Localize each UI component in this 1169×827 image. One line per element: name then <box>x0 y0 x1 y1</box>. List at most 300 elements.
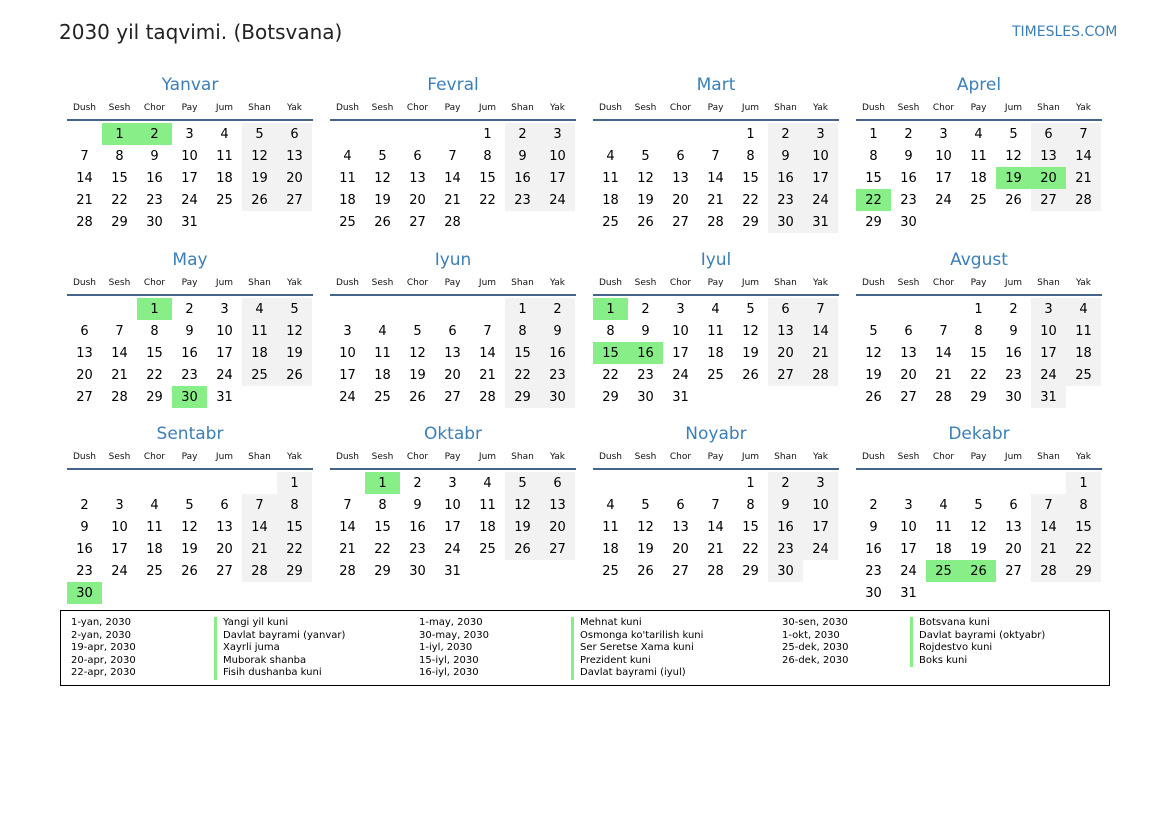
calendar-day: 13 <box>76 345 93 361</box>
calendar-day: 9 <box>80 519 89 535</box>
calendar-day: 3 <box>115 497 124 513</box>
weekday-label: Dush <box>598 103 623 113</box>
legend-holiday-name: Botsvana kuni <box>910 617 1045 630</box>
calendar-day: 29 <box>1066 560 1101 582</box>
weekday-label: Shan <box>511 452 534 462</box>
weekday-label: Jum <box>741 452 760 462</box>
calendar-day: 17 <box>672 345 689 361</box>
weekday-label: Chor <box>669 452 692 462</box>
empty-cell <box>330 472 365 494</box>
calendar-day: 30 <box>1005 389 1022 405</box>
calendar-day: 31 <box>900 585 917 601</box>
calendar-day: 3 <box>803 123 838 145</box>
calendar-day: 3 <box>1031 298 1066 320</box>
calendar-day: 5 <box>974 497 983 513</box>
calendar-day: 3 <box>343 323 352 339</box>
calendar-day: 23 <box>1005 367 1022 383</box>
weekday-label: Pay <box>970 103 987 113</box>
month-dekabr <box>856 422 1102 604</box>
calendar-day: 2 <box>869 497 878 513</box>
calendar-day: 14 <box>707 170 724 186</box>
month-name: Iyun <box>434 250 472 270</box>
weekday-header <box>67 272 313 296</box>
calendar-day: 22 <box>742 541 759 557</box>
weekday-label: Shan <box>1037 103 1060 113</box>
weekday-label: Shan <box>774 452 797 462</box>
calendar-day: 12 <box>505 494 540 516</box>
calendar-day: 6 <box>448 323 457 339</box>
weekday-header <box>330 272 576 296</box>
calendar-day: 12 <box>181 519 198 535</box>
calendar-day: 28 <box>76 214 93 230</box>
calendar-day: 16 <box>900 170 917 186</box>
calendar-day: 10 <box>444 497 461 513</box>
calendar-day: 26 <box>374 214 391 230</box>
calendar-day: 14 <box>242 516 277 538</box>
calendar-day: 21 <box>707 541 724 557</box>
calendar-day: 9 <box>505 145 540 167</box>
weekday-label: Chor <box>406 103 429 113</box>
calendar-day: 27 <box>409 214 426 230</box>
calendar-day: 4 <box>483 475 492 491</box>
calendar-day: 9 <box>768 145 803 167</box>
calendar-day: 26 <box>505 538 540 560</box>
empty-cell <box>330 123 365 145</box>
day-grid <box>856 472 1102 604</box>
calendar-day: 27 <box>444 389 461 405</box>
calendar-day: 24 <box>935 192 952 208</box>
weekday-label: Sesh <box>108 278 131 288</box>
weekday-label: Dush <box>72 278 97 288</box>
calendar-day: 20 <box>277 167 312 189</box>
weekday-label: Sesh <box>897 103 920 113</box>
empty-cell <box>137 472 172 494</box>
calendar-day: 26 <box>742 367 759 383</box>
legend-dates-column <box>782 617 848 667</box>
calendar-day: 17 <box>803 167 838 189</box>
calendar-day: 6 <box>80 323 89 339</box>
legend-names-column <box>571 617 703 680</box>
calendar-day: 2 <box>185 301 194 317</box>
calendar-day: 18 <box>970 170 987 186</box>
calendar-day: 31 <box>216 389 233 405</box>
calendar-day: 2 <box>904 126 913 142</box>
weekday-header <box>856 446 1102 470</box>
weekday-label: Pay <box>181 278 198 288</box>
calendar-day: 13 <box>216 519 233 535</box>
weekday-label: Jum <box>215 103 234 113</box>
empty-cell <box>67 298 102 320</box>
calendar-day: 17 <box>540 167 575 189</box>
month-avgust <box>856 248 1102 408</box>
calendar-day: 19 <box>637 192 654 208</box>
legend-date: 30-may, 2030 <box>419 629 489 641</box>
weekday-label: Yak <box>1076 278 1091 288</box>
calendar-day: 15 <box>970 345 987 361</box>
weekday-label: Sesh <box>634 452 657 462</box>
calendar-day: 20 <box>900 367 917 383</box>
empty-cell <box>663 123 698 145</box>
calendar-day: 8 <box>869 148 878 164</box>
calendar-day: 24 <box>181 192 198 208</box>
calendar-day: 31 <box>1031 386 1066 408</box>
weekday-label: Dush <box>861 452 886 462</box>
calendar-day: 20 <box>540 516 575 538</box>
calendar-day: 23 <box>181 367 198 383</box>
calendar-day: 5 <box>242 123 277 145</box>
calendar-day: 14 <box>479 345 496 361</box>
calendar-day: 17 <box>339 367 356 383</box>
holiday-day: 1 <box>102 123 137 145</box>
month-sentabr <box>67 422 313 604</box>
calendar-day: 16 <box>146 170 163 186</box>
calendar-day: 15 <box>742 170 759 186</box>
calendar-day: 1 <box>869 126 878 142</box>
calendar-day: 9 <box>1009 323 1018 339</box>
weekday-label: Jum <box>1004 278 1023 288</box>
calendar-day: 25 <box>146 563 163 579</box>
weekday-label: Sesh <box>634 278 657 288</box>
calendar-day: 29 <box>146 389 163 405</box>
month-oktabr <box>330 422 576 582</box>
weekday-label: Jum <box>741 278 760 288</box>
calendar-day: 8 <box>277 494 312 516</box>
calendar-day: 23 <box>540 364 575 386</box>
calendar-day: 12 <box>374 170 391 186</box>
weekday-label: Yak <box>813 103 828 113</box>
calendar-day: 22 <box>374 541 391 557</box>
legend-holiday-name: Davlat bayrami (yanvar) <box>214 630 345 643</box>
calendar-day: 17 <box>444 519 461 535</box>
calendar-day: 2 <box>1009 301 1018 317</box>
calendar-day: 15 <box>111 170 128 186</box>
weekday-label: Sesh <box>634 103 657 113</box>
calendar-day: 3 <box>904 497 913 513</box>
calendar-day: 13 <box>672 170 689 186</box>
weekday-label: Jum <box>478 278 497 288</box>
empty-cell <box>172 472 207 494</box>
calendar-day: 18 <box>1066 342 1101 364</box>
calendar-day: 22 <box>742 192 759 208</box>
calendar-day: 12 <box>277 320 312 342</box>
month-fevral <box>330 73 576 233</box>
empty-cell <box>67 123 102 145</box>
calendar-day: 19 <box>242 167 277 189</box>
weekday-label: Jum <box>741 103 760 113</box>
calendar-day: 28 <box>242 560 277 582</box>
legend-date: 1-yan, 2030 <box>71 617 131 628</box>
calendar-day: 25 <box>602 214 619 230</box>
calendar-day: 10 <box>339 345 356 361</box>
day-grid <box>593 123 839 233</box>
weekday-header <box>856 97 1102 121</box>
calendar-day: 20 <box>1005 541 1022 557</box>
calendar-day: 18 <box>374 367 391 383</box>
calendar-day: 9 <box>540 320 575 342</box>
calendar-day: 18 <box>216 170 233 186</box>
weekday-label: Dush <box>72 452 97 462</box>
calendar-day: 13 <box>540 494 575 516</box>
calendar-day: 24 <box>803 538 838 560</box>
calendar-day: 5 <box>413 323 422 339</box>
weekday-header <box>856 272 1102 296</box>
calendar-day: 21 <box>76 192 93 208</box>
weekday-header <box>593 97 839 121</box>
weekday-label: Dush <box>335 278 360 288</box>
calendar-day: 26 <box>865 389 882 405</box>
calendar-day: 7 <box>115 323 124 339</box>
calendar-day: 7 <box>803 298 838 320</box>
day-grid <box>856 298 1102 408</box>
holiday-day: 1 <box>593 298 628 320</box>
calendar-day: 3 <box>540 123 575 145</box>
month-name: May <box>172 250 208 270</box>
calendar-day: 1 <box>1066 472 1101 494</box>
month-iyul <box>593 248 839 408</box>
calendar-day: 19 <box>181 541 198 557</box>
calendar-day: 30 <box>409 563 426 579</box>
weekday-header <box>330 446 576 470</box>
calendar-day: 9 <box>413 497 422 513</box>
legend-date: 1-may, 2030 <box>419 617 483 628</box>
legend-date: 2-yan, 2030 <box>71 629 131 641</box>
calendar-day: 24 <box>216 367 233 383</box>
calendar-day: 11 <box>602 519 619 535</box>
legend-date: 1-okt, 2030 <box>782 629 840 641</box>
empty-cell <box>67 472 102 494</box>
calendar-day: 8 <box>746 497 755 513</box>
calendar-day: 24 <box>444 541 461 557</box>
calendar-day: 19 <box>637 541 654 557</box>
calendar-day: 4 <box>1066 298 1101 320</box>
weekday-label: Chor <box>143 452 166 462</box>
calendar-day: 1 <box>277 472 312 494</box>
month-name: Sentabr <box>156 424 224 444</box>
weekday-label: Shan <box>511 278 534 288</box>
calendar-day: 8 <box>974 323 983 339</box>
calendar-day: 27 <box>1005 563 1022 579</box>
calendar-day: 11 <box>374 345 391 361</box>
holiday-day: 1 <box>365 472 400 494</box>
calendar-day: 25 <box>242 364 277 386</box>
calendar-day: 16 <box>768 167 803 189</box>
weekday-label: Sesh <box>371 278 394 288</box>
calendar-day: 18 <box>339 192 356 208</box>
calendar-day: 28 <box>444 214 461 230</box>
weekday-label: Chor <box>143 278 166 288</box>
calendar-day: 4 <box>606 497 615 513</box>
calendar-day: 11 <box>339 170 356 186</box>
legend-holiday-name: Muborak shanba <box>214 655 345 668</box>
weekday-label: Shan <box>248 278 271 288</box>
calendar-day: 25 <box>1066 364 1101 386</box>
calendar-day: 16 <box>865 541 882 557</box>
calendar-day: 2 <box>540 298 575 320</box>
holiday-day: 22 <box>856 189 891 211</box>
calendar-day: 19 <box>374 192 391 208</box>
weekday-label: Chor <box>406 452 429 462</box>
calendar-day: 30 <box>900 214 917 230</box>
legend-date: 16-iyl, 2030 <box>419 667 479 679</box>
calendar-day: 17 <box>803 516 838 538</box>
calendar-day: 24 <box>803 189 838 211</box>
month-name: Iyul <box>700 250 732 270</box>
calendar-day: 16 <box>768 516 803 538</box>
calendar-day: 8 <box>150 323 159 339</box>
calendar-day: 23 <box>900 192 917 208</box>
legend-date: 19-apr, 2030 <box>71 642 136 654</box>
legend-holiday-name: Davlat bayrami (oktyabr) <box>910 630 1045 643</box>
calendar-day: 7 <box>483 323 492 339</box>
calendar-day: 3 <box>220 301 229 317</box>
calendar-day: 28 <box>111 389 128 405</box>
calendar-day: 2 <box>413 475 422 491</box>
calendar-day: 5 <box>641 497 650 513</box>
calendar-day: 4 <box>606 148 615 164</box>
legend-holiday-name: Osmonga ko'tarilish kuni <box>571 630 703 643</box>
calendar-day: 25 <box>339 214 356 230</box>
calendar-day: 26 <box>181 563 198 579</box>
month-iyun <box>330 248 576 408</box>
page-title: 2030 yil taqvimi. (Botsvana) <box>59 20 343 44</box>
calendar-day: 14 <box>803 320 838 342</box>
calendar-day: 13 <box>1005 519 1022 535</box>
empty-cell <box>593 123 628 145</box>
calendar-day: 13 <box>444 345 461 361</box>
empty-cell <box>102 298 137 320</box>
calendar-day: 30 <box>637 389 654 405</box>
calendar-day: 3 <box>939 126 948 142</box>
calendar-day: 8 <box>505 320 540 342</box>
day-grid <box>330 472 576 582</box>
month-aprel <box>856 73 1102 233</box>
calendar-day: 6 <box>277 123 312 145</box>
calendar-day: 6 <box>1031 123 1066 145</box>
calendar-day: 1 <box>505 298 540 320</box>
calendar-day: 22 <box>970 367 987 383</box>
calendar-day: 13 <box>1031 145 1066 167</box>
calendar-day: 10 <box>216 323 233 339</box>
calendar-day: 20 <box>768 342 803 364</box>
weekday-label: Jum <box>1004 103 1023 113</box>
holiday-day: 2 <box>137 123 172 145</box>
calendar-day: 27 <box>768 364 803 386</box>
legend-holiday-name: Ser Seretse Xama kuni <box>571 642 703 655</box>
weekday-label: Sesh <box>108 452 131 462</box>
calendar-day: 29 <box>865 214 882 230</box>
calendar-day: 29 <box>602 389 619 405</box>
holiday-day: 30 <box>67 582 102 604</box>
empty-cell <box>102 472 137 494</box>
calendar-day: 17 <box>181 170 198 186</box>
calendar-day: 6 <box>220 497 229 513</box>
calendar-day: 28 <box>707 214 724 230</box>
calendar-day: 21 <box>444 192 461 208</box>
calendar-day: 14 <box>339 519 356 535</box>
month-name: Yanvar <box>161 75 219 95</box>
calendar-day: 4 <box>939 497 948 513</box>
holiday-day: 19 <box>996 167 1031 189</box>
calendar-day: 19 <box>409 367 426 383</box>
weekday-label: Shan <box>1037 278 1060 288</box>
calendar-day: 21 <box>1066 167 1101 189</box>
weekday-label: Yak <box>813 452 828 462</box>
calendar-day: 18 <box>479 519 496 535</box>
calendar-day: 30 <box>146 214 163 230</box>
calendar-day: 29 <box>505 386 540 408</box>
calendar-day: 26 <box>1005 192 1022 208</box>
weekday-label: Jum <box>478 452 497 462</box>
empty-cell <box>435 298 470 320</box>
weekday-label: Jum <box>215 452 234 462</box>
weekday-label: Chor <box>669 278 692 288</box>
empty-cell <box>400 298 435 320</box>
calendar-day: 22 <box>146 367 163 383</box>
calendar-day: 29 <box>970 389 987 405</box>
calendar-day: 14 <box>1066 145 1101 167</box>
month-name: Oktabr <box>423 424 483 444</box>
calendar-day: 12 <box>1005 148 1022 164</box>
calendar-day: 23 <box>409 541 426 557</box>
weekday-label: Pay <box>970 278 987 288</box>
calendar-day: 17 <box>111 541 128 557</box>
weekday-label: Dush <box>598 278 623 288</box>
legend-date: 15-iyl, 2030 <box>419 654 479 666</box>
calendar-day: 18 <box>146 541 163 557</box>
calendar-day: 23 <box>768 189 803 211</box>
calendar-day: 14 <box>444 170 461 186</box>
calendar-day: 4 <box>242 298 277 320</box>
weekday-label: Jum <box>478 103 497 113</box>
weekday-label: Yak <box>550 278 565 288</box>
calendar-day: 3 <box>676 301 685 317</box>
weekday-label: Chor <box>143 103 166 113</box>
calendar-day: 30 <box>768 211 803 233</box>
calendar-day: 19 <box>505 516 540 538</box>
month-name: Mart <box>696 75 736 95</box>
calendar-day: 4 <box>343 148 352 164</box>
weekday-label: Dush <box>598 452 623 462</box>
calendar-day: 16 <box>1005 345 1022 361</box>
calendar-day: 24 <box>111 563 128 579</box>
calendar-day: 14 <box>111 345 128 361</box>
calendar-day: 8 <box>115 148 124 164</box>
calendar-day: 2 <box>768 123 803 145</box>
weekday-label: Yak <box>1076 452 1091 462</box>
calendar-day: 5 <box>746 301 755 317</box>
weekday-header <box>67 97 313 121</box>
calendar-day: 29 <box>277 560 312 582</box>
calendar-day: 17 <box>1031 342 1066 364</box>
calendar-day: 1 <box>746 475 755 491</box>
calendar-day: 18 <box>602 192 619 208</box>
brand-link[interactable]: TIMESLES.COM <box>1012 24 1118 40</box>
calendar-day: 8 <box>1066 494 1101 516</box>
calendar-day: 12 <box>742 323 759 339</box>
calendar-day: 4 <box>150 497 159 513</box>
day-grid <box>856 123 1102 233</box>
weekday-label: Jum <box>1004 452 1023 462</box>
legend-date: 25-dek, 2030 <box>782 642 849 654</box>
empty-cell <box>330 298 365 320</box>
legend-dates-column <box>419 617 489 680</box>
empty-cell <box>996 472 1031 494</box>
calendar-day: 26 <box>637 214 654 230</box>
weekday-label: Pay <box>707 103 724 113</box>
calendar-day: 11 <box>146 519 163 535</box>
calendar-day: 6 <box>676 497 685 513</box>
calendar-day: 12 <box>637 519 654 535</box>
